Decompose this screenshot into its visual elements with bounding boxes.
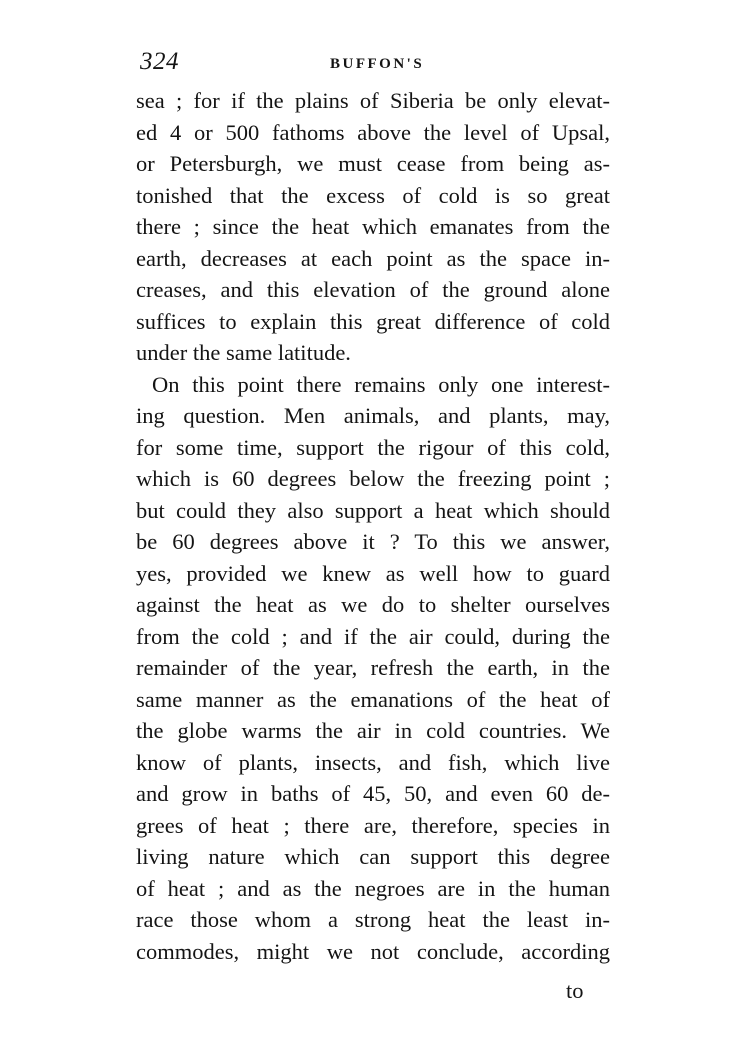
page-header — [136, 48, 610, 82]
page-number: 324 — [140, 48, 179, 75]
text-line: commodes, might we not conclude, according — [136, 938, 610, 964]
text-line: remainder of the year, refresh the earth, in the — [136, 655, 610, 680]
text-line: the globe warms the air in cold countries. We — [136, 718, 610, 743]
text-line: against the heat as we do to shelter ourselves — [136, 592, 610, 617]
text-line: which is 60 degrees below the freezing point ; — [136, 466, 610, 491]
text-line: ing question. Men animals, and plants, may, — [136, 403, 610, 428]
text-line: know of plants, insects, and fish, which live — [136, 749, 610, 775]
text-line: ed 4 or 500 fathoms above the level of Upsal, — [136, 119, 610, 145]
text-line: grees of heat ; there are, therefore, species in — [136, 812, 610, 838]
text-line: yes, provided we knew as well how to guard — [136, 560, 610, 586]
catchword: to — [566, 978, 584, 1003]
text-line: for some time, support the rigour of this cold, — [136, 434, 610, 460]
text-line: under the same latitude. — [136, 340, 351, 365]
text-line: same manner as the emanations of the heat of — [136, 686, 610, 712]
text-line: earth, decreases at each point as the space in- — [136, 245, 610, 271]
text-line: of heat ; and as the negroes are in the human — [136, 875, 610, 901]
body-text — [136, 85, 610, 967]
running-head: BUFFON'S — [330, 56, 425, 72]
text-line: there ; since the heat which emanates from the — [136, 214, 610, 239]
text-line: from the cold ; and if the air could, during the — [136, 623, 610, 649]
text-line: sea ; for if the plains of Siberia be only elevat- — [136, 88, 610, 113]
text-line: living nature which can support this degree — [136, 844, 610, 869]
paragraph-1 — [136, 85, 610, 369]
text-line: and grow in baths of 45, 50, and even 60 de- — [136, 781, 610, 806]
text-line: be 60 degrees above it ? To this we answer, — [136, 529, 610, 554]
text-line: On this point there remains only one interest- — [152, 371, 610, 397]
paragraph-2 — [136, 369, 610, 968]
text-line: tonished that the excess of cold is so great — [136, 182, 610, 208]
text-line: creases, and this elevation of the ground alone — [136, 277, 610, 302]
text-line: suffices to explain this great difference of cold — [136, 308, 610, 334]
text-line: race those whom a strong heat the least in- — [136, 907, 610, 932]
text-line: or Petersburgh, we must cease from being as- — [136, 151, 610, 176]
text-line: but could they also support a heat which should — [136, 497, 610, 523]
